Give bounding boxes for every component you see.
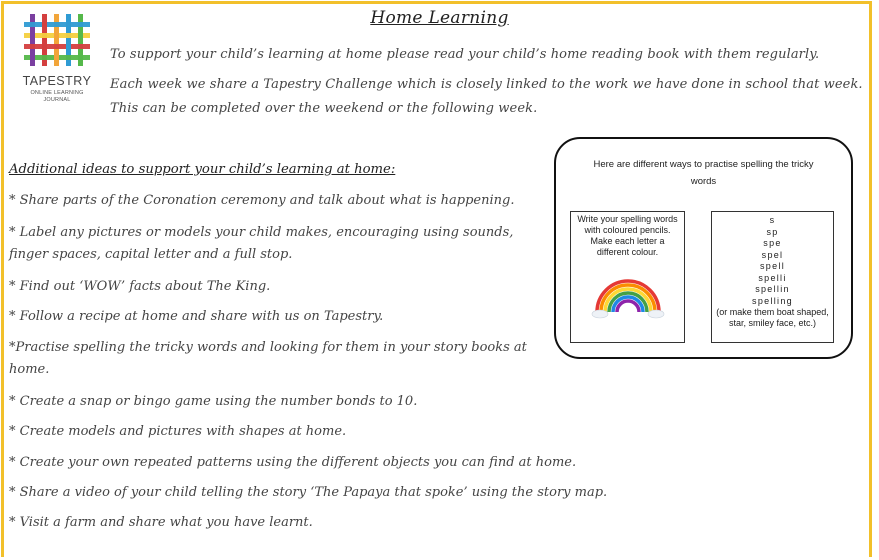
- idea-item: * Label any pictures or models your child makes, encouraging using sounds,: [9, 225, 514, 240]
- ideas-heading: Additional ideas to support your child’s learning at home:: [9, 162, 396, 177]
- spelling-steps-card: [711, 211, 834, 343]
- idea-item: * Visit a farm and share what you have learnt.: [9, 515, 313, 530]
- spelling-shape-note-line1: (or make them boat shaped,: [716, 307, 829, 317]
- intro-line-3: This can be completed over the weekend or the following week.: [110, 101, 538, 116]
- spelling-step: spelling: [752, 295, 793, 306]
- coloured-pencils-line2: with coloured pencils.: [584, 225, 671, 235]
- logo-name: TAPESTRY: [22, 74, 92, 88]
- spelling-step: spe: [763, 238, 782, 248]
- spelling-step: spelli: [758, 272, 787, 283]
- page-title: Home Learning: [370, 8, 509, 28]
- coloured-pencils-line4: different colour.: [596, 247, 659, 257]
- spelling-tips-box: [554, 137, 853, 359]
- coloured-pencils-card: [570, 211, 685, 343]
- spelling-box-title-line1: Here are different ways to practise spelling the tricky: [593, 159, 814, 170]
- idea-item: * Create a snap or bingo game using the number bonds to 10.: [9, 394, 418, 409]
- idea-item: * Share parts of the Coronation ceremony and talk about what is happening.: [9, 193, 515, 208]
- spelling-step: spel: [761, 249, 784, 260]
- idea-item: * Create your own repeated patterns using the different objects you can find at home.: [9, 455, 577, 470]
- idea-item: * Create models and pictures with shapes at home.: [9, 424, 347, 439]
- spelling-step: spellin: [755, 284, 790, 294]
- logo-subtitle-line1: ONLINE LEARNING: [30, 90, 84, 96]
- spelling-step: sp: [766, 226, 779, 237]
- coloured-pencils-line3: Make each letter a: [590, 236, 665, 246]
- intro-line-1: To support your child’s learning at home please read your child’s home reading book with them regularly.: [110, 47, 820, 62]
- logo-subtitle-line2: JOURNAL: [43, 97, 71, 103]
- spelling-box-title-line2: words: [690, 176, 717, 187]
- tapestry-logo: [20, 12, 94, 122]
- intro-line-2: Each week we share a Tapestry Challenge which is closely linked to the work we have done in school that week.: [110, 77, 863, 92]
- idea-item: * Follow a recipe at home and share with us on Tapestry.: [9, 309, 384, 324]
- spelling-box-title: [556, 156, 851, 190]
- spelling-shape-note-line2: star, smiley face, etc.): [728, 318, 817, 328]
- spelling-step: spell: [759, 261, 785, 271]
- idea-item: finger spaces, capital letter and a full stop.: [9, 247, 293, 262]
- idea-item: *Practise spelling the tricky words and looking for them in your story books at: [9, 340, 527, 355]
- rainbow-icon: [591, 278, 665, 322]
- spelling-step: s: [769, 215, 776, 225]
- coloured-pencils-line1: Write your spelling words: [577, 214, 678, 224]
- idea-item: * Share a video of your child telling the story ‘The Papaya that spoke’ using the story map.: [9, 485, 608, 500]
- idea-item: home.: [9, 362, 50, 377]
- idea-item: * Find out ‘WOW’ facts about The King.: [9, 279, 271, 294]
